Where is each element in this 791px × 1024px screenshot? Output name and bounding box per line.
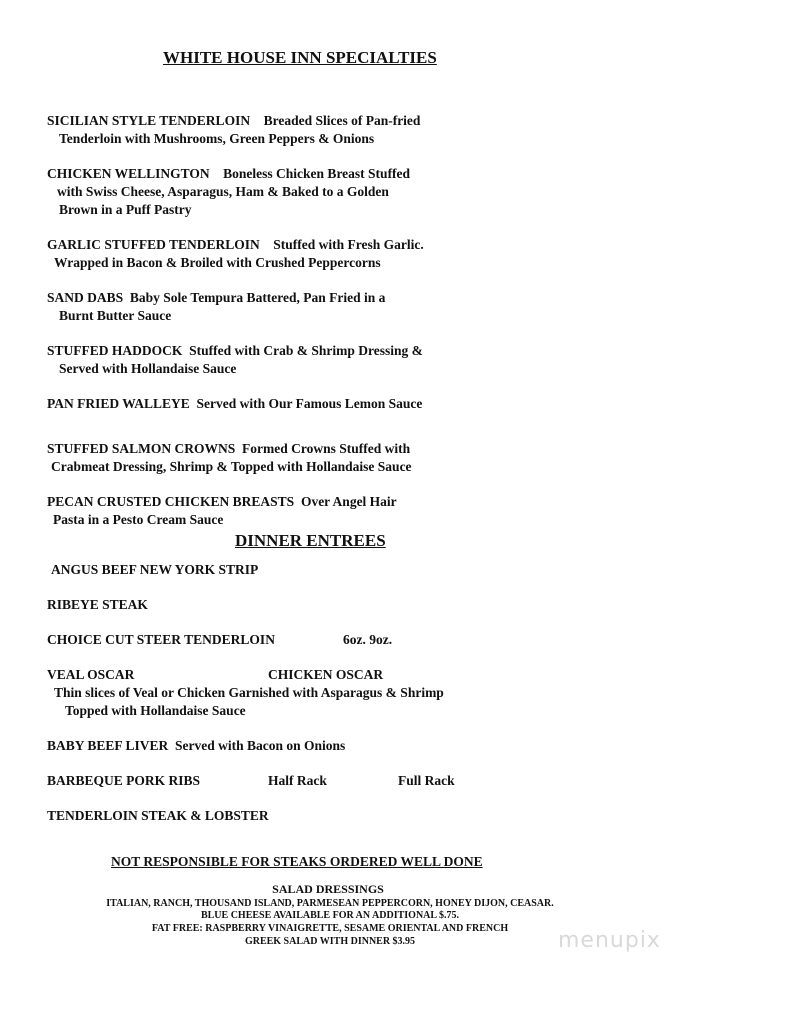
- item-desc: Served with Our Famous Lemon Sauce: [196, 396, 423, 411]
- item-wellington: [47, 165, 410, 219]
- specialties-heading: WHITE HOUSE INN SPECIALTIES: [163, 48, 437, 67]
- blue-cheese-note: BLUE CHEESE AVAILABLE FOR AN ADDITIONAL $.75.: [200, 910, 460, 921]
- item-title: STUFFED HADDOCK: [47, 343, 183, 358]
- ribs-half-rack: Half Rack: [268, 773, 327, 788]
- liver-desc: Served with Bacon on Onions: [175, 738, 346, 753]
- item-desc-line: Crabmeat Dressing, Shrimp & Topped with Hollandaise Sauce: [51, 459, 412, 474]
- menupix-watermark: menupix: [558, 928, 661, 953]
- item-desc-line: Served with Hollandaise Sauce: [59, 361, 237, 376]
- item-title: PECAN CRUSTED CHICKEN BREASTS: [47, 494, 295, 509]
- item-desc-line: Brown in a Puff Pastry: [59, 202, 192, 217]
- ribs-full-rack: Full Rack: [398, 773, 455, 788]
- entrees-heading: DINNER ENTREES: [235, 531, 386, 550]
- item-desc: Baby Sole Tempura Battered, Pan Fried in a: [129, 290, 386, 305]
- item-title: CHICKEN WELLINGTON: [47, 166, 210, 181]
- dressings-list: ITALIAN, RANCH, THOUSAND ISLAND, PARMESEAN PEPPERCORN, HONEY DIJON, CEASAR.: [106, 898, 554, 909]
- oscar-desc-2: Topped with Hollandaise Sauce: [65, 703, 246, 718]
- item-sand-dabs: [47, 289, 385, 325]
- item-desc-line: Burnt Butter Sauce: [59, 308, 172, 323]
- entree-angus: ANGUS BEEF NEW YORK STRIP: [51, 562, 259, 577]
- entree-steak-lobster: TENDERLOIN STEAK & LOBSTER: [47, 808, 269, 823]
- entree-ribs: BARBEQUE PORK RIBS: [47, 773, 201, 788]
- item-desc: Stuffed with Fresh Garlic.: [273, 237, 424, 252]
- entree-ribeye: RIBEYE STEAK: [47, 597, 148, 612]
- oscar-desc-1: Thin slices of Veal or Chicken Garnished with Asparagus & Shrimp: [54, 685, 444, 700]
- item-desc: Breaded Slices of Pan-fried: [263, 113, 421, 128]
- item-sicilian: [47, 112, 420, 148]
- item-desc-line: with Swiss Cheese, Asparagus, Ham & Baked to a Golden: [57, 184, 389, 199]
- item-title: SAND DABS: [47, 290, 124, 305]
- liver-title: BABY BEEF LIVER: [47, 738, 169, 753]
- item-desc: Formed Crowns Stuffed with: [242, 441, 411, 456]
- entree-chicken-oscar: CHICKEN OSCAR: [268, 667, 384, 682]
- item-desc-line: Pasta in a Pesto Cream Sauce: [53, 512, 224, 527]
- well-done-notice: NOT RESPONSIBLE FOR STEAKS ORDERED WELL DONE: [111, 854, 483, 869]
- item-title: GARLIC STUFFED TENDERLOIN: [47, 237, 260, 252]
- item-desc: Over Angel Hair: [300, 494, 397, 509]
- item-haddock: [47, 342, 423, 378]
- dressings-title: SALAD DRESSINGS: [272, 882, 384, 896]
- entree-tenderloin-sizes: 6oz. 9oz.: [343, 632, 393, 647]
- greek-salad-note: GREEK SALAD WITH DINNER $3.95: [244, 936, 416, 947]
- item-title: STUFFED SALMON CROWNS: [47, 441, 236, 456]
- entree-veal-oscar: VEAL OSCAR: [47, 667, 135, 682]
- item-desc: Stuffed with Crab & Shrimp Dressing &: [189, 343, 423, 358]
- fat-free-dressings: FAT FREE: RASPBERRY VINAIGRETTE, SESAME ORIENTAL AND FRENCH: [151, 923, 509, 934]
- item-title: SICILIAN STYLE TENDERLOIN: [47, 113, 251, 128]
- item-pecan: [47, 493, 397, 529]
- entree-tenderloin: CHOICE CUT STEER TENDERLOIN: [47, 632, 275, 647]
- entree-liver: [47, 738, 345, 754]
- item-desc: Boneless Chicken Breast Stuffed: [223, 166, 411, 181]
- item-desc-line: Wrapped in Bacon & Broiled with Crushed Peppercorns: [54, 255, 381, 270]
- item-desc-line: Tenderloin with Mushrooms, Green Peppers & Onions: [59, 131, 375, 146]
- item-salmon: [47, 440, 412, 476]
- item-walleye: [47, 395, 422, 413]
- item-garlic: [47, 236, 424, 272]
- item-title: PAN FRIED WALLEYE: [47, 396, 190, 411]
